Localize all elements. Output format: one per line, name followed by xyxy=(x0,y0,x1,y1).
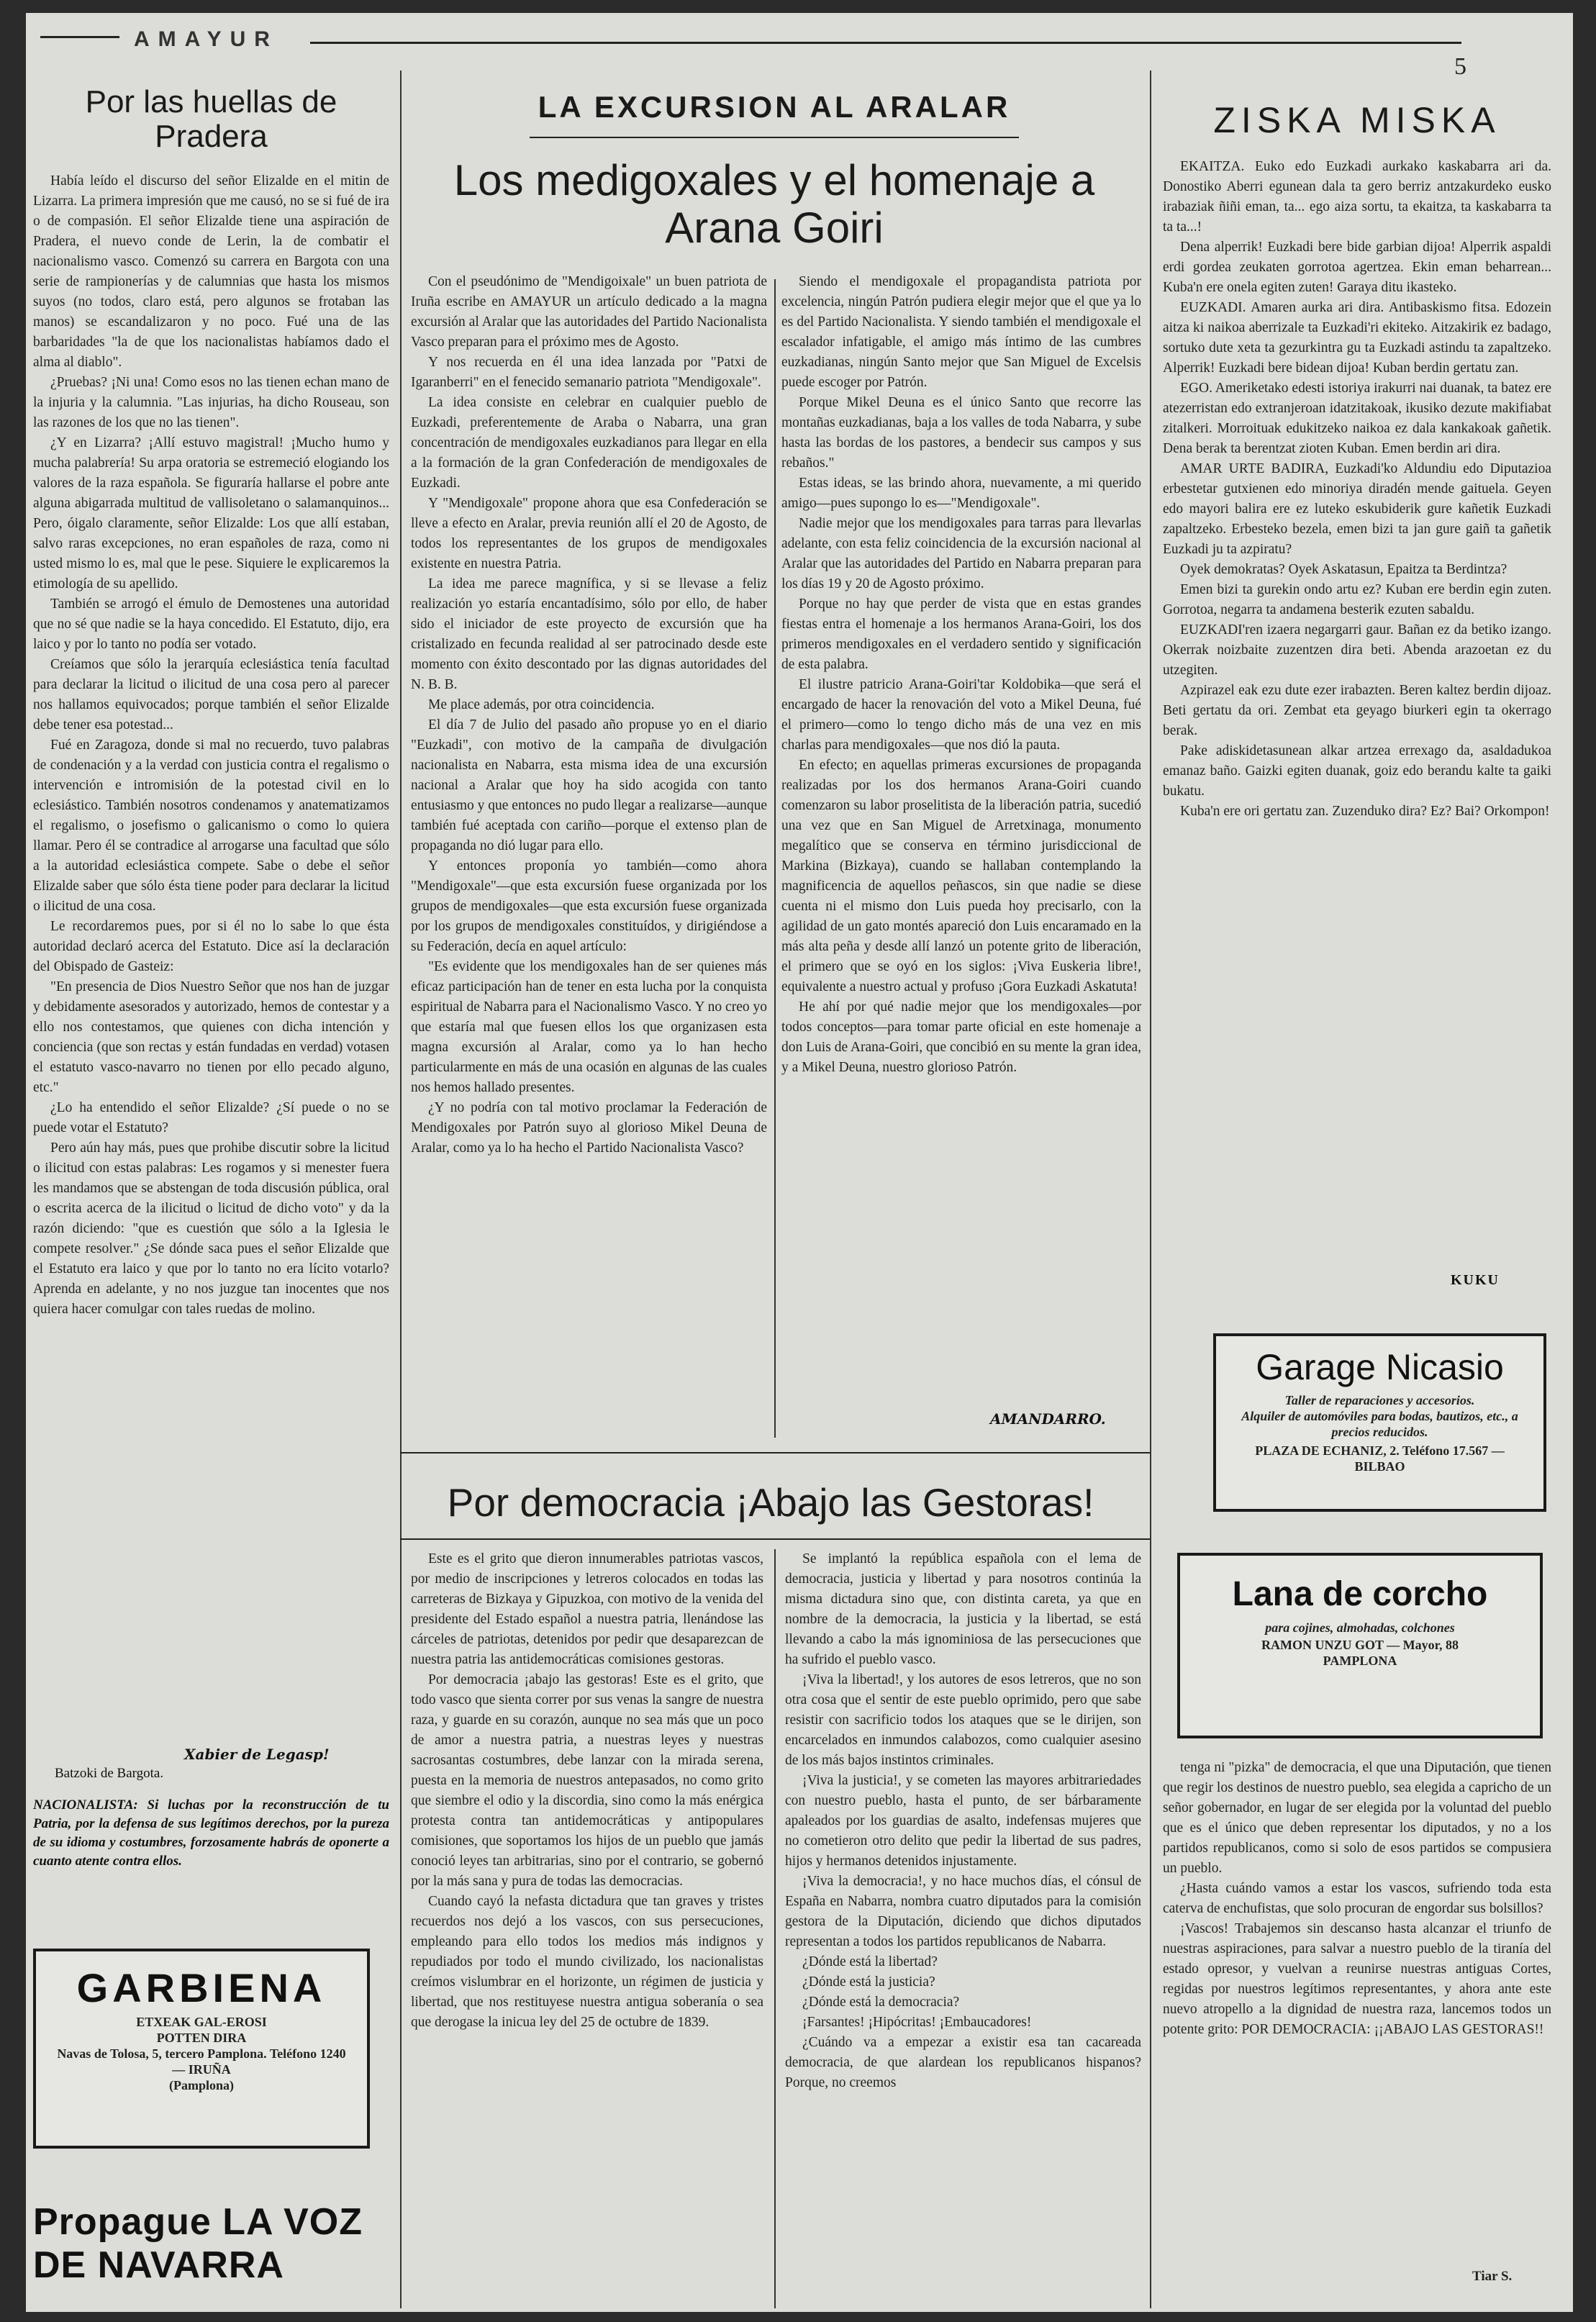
paragraph: Kuba'n ere ori gertatu zan. Zuzenduko dira? Ez? Bai? Orkompon! xyxy=(1180,804,1550,819)
paragraph: Y entonces proponía yo también—como ahora "Mendigoxale"—que esta excursión fuese organizada por los grupos de mendigoxales—que esta excursión fuese organizada por los grupos de mendigoxales constituídos, y dirigiéndose a su Federación, decía en aquel artículo: xyxy=(411,858,767,954)
gestoras-col1 xyxy=(411,1549,763,2308)
paragraph: Había leído el discurso del señor Elizalde en el mitin de Lizarra. La primera impresión que me causó, no se si fué de ira o de compasión. El señor Elizalde tiene una aspiración de Pradera, el nuevo conde de Lerin, la de combatir el nacionalismo vasco. Comenzó su carrera en Bargota con una serie de rampionerías y de calumnias que hasta los mismos suyos (no todos, claro está, pero algunos se frotaban las manos) se escandalizaron y no poco. Fué una de las barbaridades "la de que los nacionalistas habíamos dado el alma al diablo". xyxy=(33,173,389,370)
garbiena-ad xyxy=(33,1949,370,2149)
paragraph: La idea consiste en celebrar en cualquier pueblo de Euzkadi, preferentemente de Araba o Nabarra, una gran concentración de mendigoxales euzkadianos para llegar en ella a la formación de la gran Confederación de mendigoxales de Euzkadi. xyxy=(411,395,767,491)
paragraph: AMAR URTE BADIRA, Euzkadi'ko Aldundiu edo Diputazioa erbestetar gutxienen edo minoriya diradén mende gaituela. Geyen edo mayori balira ere ez luteko eskubiderik gure kañetik Euzkadi zapaltzeko. Erbesteko bezela, emen bizi ta jan gure gaiñ ta gañetik Euzkadi ju ta azpiratu? xyxy=(1163,461,1551,557)
paragraph: También se arrogó el émulo de Demostenes una autoridad que no sé que nadie se la haya concedido. El Estatuto, dijo, era laico y por lo tanto no podía ser votado. xyxy=(33,597,389,652)
lana-de-corcho-ad xyxy=(1177,1553,1543,1738)
paragraph: Me place además, por otra coincidencia. xyxy=(428,697,655,712)
gestoras-headline: Por democracia ¡Abajo las Gestoras! xyxy=(447,1480,1094,1525)
paragraph: ¿Y en Lizarra? ¡Allí estuvo magistral! ¡Mucho humo y mucha palabrería! Su arpa oratoria se estremeció elogiando los valores de la raza española. Se figuraría hallarse el pobre ante alguna abigarrada multitud de vallisoletano o salamanquinos... Pero, óigalo claramente, señor Elizalde: Los que allí estaban, salvo raras excepciones, no eran españoles de raza, como ni usted mismo lo es, mal que le pese. Siquiere le explicaremos la etimología de su apellido. xyxy=(33,435,389,591)
propague-banner: Propague LA VOZ DE NAVARRA xyxy=(33,2201,363,2286)
gestoras-col3 xyxy=(1163,1758,1551,2254)
paragraph: El ilustre patricio Arana-Goiri'tar Koldobika—que será el encargado de hacer la renovación del voto a Mikel Deuna, fué el primero—como lo tengo dicho más de una vez en mis charlas para mendigoxales—que nos dió la pauta. xyxy=(781,677,1141,753)
excursion-body-left xyxy=(411,272,767,1438)
masthead-rule-left xyxy=(40,36,119,38)
column-rule-center xyxy=(774,279,776,1438)
paragraph: Con el pseudónimo de "Mendigoixale" un buen patriota de Iruña escribe en AMAYUR un artículo dedicado a la magna excursión al Aralar que las autoridades del Partido Nacionalista Vasco preparan para el próximo mes de Agosto. xyxy=(411,274,767,350)
lana-line2: RAMON UNZU GOT — Mayor, 88 xyxy=(1261,1638,1459,1652)
paragraph: ¿Pruebas? ¡Ni una! Como esos no las tienen echan mano de la injuria y la calumnia. "Las injurias, ha dicho Rouseau, son las razones de los que no las tienen". xyxy=(33,375,389,430)
paragraph: EKAITZA. Euko edo Euzkadi aurkako kaskabarra ari da. Donostiko Aberri egunean dala ta gero berriz antzakurdeko eusko irabaziak ñiñi eman, ta... ego aiza sortu, ta ekaitza, ta kaskabarra ta ta ta...! xyxy=(1163,159,1551,235)
paragraph: ¡Vascos! Trabajemos sin descanso hasta alcanzar el triunfo de nuestras aspiraciones, para salvar a nuestro pueblo de la tiranía del estado opresor, y vuelvan a reunirse nuestras antiguas Cortes, regidas por nuestros legítimos representantes, y ahora ante este nuevo atropello a la dignidad de nuestra raza, lancemos todos un potente grito: POR DEMOCRACIA: ¡¡ABAJO LAS GESTORAS!! xyxy=(1163,1921,1551,2037)
gestoras-column-rule xyxy=(774,1549,776,2308)
paragraph: He ahí por qué nadie mejor que los mendigoxales—por todos conceptos—para tomar parte oficial en este homenaje a don Luis de Arana-Goiri, que concibió en su mente la gran idea, y a Mikel Deuna, nuestro glorioso Patrón. xyxy=(781,999,1141,1075)
paragraph: Cuando cayó la nefasta dictadura que tan graves y tristes recuerdos nos dejó a los vascos, con sus persecuciones, empleando para ello todos los medios más indignos y repudiados por todo el mundo civilizado, los nacionalistas creímos vislumbrar en el horizonte, un régimen de justicia y libertad, que nos restituyese nuestra antigua soberanía o sea que derogase la inicua ley del 25 de octubre de 1839. xyxy=(411,1894,763,2030)
paragraph: Creíamos que sólo la jerarquía eclesiástica tenía facultad para declarar la licitud o ilicitud de una cosa pero al parecer nos hallamos equivocados; porque también el señor Elizalde debe tener esa potestad... xyxy=(33,657,389,733)
paragraph: ¿Y no podría con tal motivo proclamar la Federación de Mendigoxales por Patrón suyo al glorioso Mikel Deuna de Aralar, como ya lo ha hecho el Partido Nacionalista Vasco? xyxy=(411,1100,767,1156)
paragraph: Estas ideas, se las brindo ahora, nuevamente, a mi querido amigo—pues supongo lo es—"Mendigoxale". xyxy=(781,476,1141,511)
newspaper-page xyxy=(26,13,1573,2312)
paragraph: EUZKADI'ren izaera negargarri gaur. Bañan ez da betiko izango. Okerrak noizbaite zuzentzen dira beti. Abenda arazoetan ez du utzegiten. xyxy=(1163,622,1551,678)
ziska-miska-signature: KUKU xyxy=(1451,1272,1500,1288)
paragraph: ¿Dónde está la justicia? xyxy=(802,1974,935,1990)
paragraph: Emen bizi ta gurekin ondo artu ez? Kuban ere berdin egin zuten. Gorrotoa, negarra ta andamena besterik ezuten sabaldu. xyxy=(1163,582,1551,617)
paragraph: Porque Mikel Deuna es el único Santo que recorre las montañas euzkadianas, baja a los valles de toda Nabarra, y sube hasta las bordas de los pastores, a bendecir sus campos y sus rebaños." xyxy=(781,395,1141,471)
paragraph: Porque no hay que perder de vista que en estas grandes fiestas entra el homenaje a los hermanos Arana-Goiri, los dos primeros mendigoxales en el verdadero sentido y significación de esta palabra. xyxy=(781,597,1141,672)
paragraph: Y "Mendigoxale" propone ahora que esa Confederación se lleve a efecto en Aralar, previa reunión allí el 20 de Agosto, de todos los representantes de los grupos de mendigoxales existente en nuestra Patria. xyxy=(411,496,767,571)
paragraph: ¡Viva la justicia!, y se cometen las mayores arbitrariedades con nuestro pueblo, hasta el punto, de ser bárbaramente apaleados por los guardias de asalto, indefensas mujeres que no cometieron otro delito que pedir la libertad de sus padres, hijos y hermanos detenidos injustamente. xyxy=(785,1773,1141,1869)
paragraph: El día 7 de Julio del pasado año propuse yo en el diario "Euzkadi", con motivo de la campaña de divulgación nacionalista en Nabarra, esta misma idea de una excursión nacional a Aralar que hoy ha sido acogida con tanto entusiasmo y que entonces no pudo llegar a realizarse—aunque también fué aceptada con cariño—porque el extenso plan de propaganda no dió lugar para ello. xyxy=(411,717,767,853)
kicker-rule xyxy=(530,137,1019,138)
ziska-miska-body xyxy=(1163,157,1551,1265)
gestoras-signature: Tiar S. xyxy=(1472,2269,1513,2284)
paragraph: ¡Farsantes! ¡Hipócritas! ¡Embaucadores! xyxy=(802,2015,1032,2030)
paragraph: ¿Lo ha entendido el señor Elizalde? ¿Sí puede o no se puede votar el Estatuto? xyxy=(33,1100,389,1135)
paragraph: "En presencia de Dios Nuestro Señor que nos han de juzgar y debidamente asesorados y autorizado, hemos de contestar y a ello nos contestamos, que quienes con dicha intención y conciencia (que son rectas y están fundadas en verdad) votasen el estatuto vasco-navarro no tienen por ello pecado alguno, etc." xyxy=(33,979,389,1095)
garbiena-line3: Navas de Tolosa, 5, tercero Pamplona. Teléfono 1240 — IRUÑA xyxy=(57,2046,346,2077)
masthead-rule xyxy=(310,42,1461,44)
paragraph: Le recordaremos pues, por si él no lo sabe lo que ésta autoridad declaró acerca del Estatuto. Dice así la declaración del Obispado de Gasteiz: xyxy=(33,919,389,974)
garage-line2: Alquiler de automóviles para bodas, bautizos, etc., a precios reducidos. xyxy=(1241,1409,1518,1439)
masthead-title: AMAYUR xyxy=(134,27,278,51)
paragraph: EGO. Ameriketako edesti istoriya irakurri nai duanak, ta batez ere atezerristan edo extranjeroan idatzitakoak, ikusiko dezute makifiabat zitalkeri. Morroituak edukitzeko naikoa ez dala kankakoak gañetik. Dena berak ta berentzat zioten Kuban. Emen berdin ari dira. xyxy=(1163,381,1551,456)
paragraph: Y nos recuerda en él una idea lanzada por "Patxi de Igaranberri" en el fenecido semanario patriota "Mendigoxale". xyxy=(411,355,767,390)
paragraph: Dena alperrik! Euzkadi bere bide garbian dijoa! Alperrik aspaldi erdi gordea zeukaten gorrotoa agertzea. Ekin eman beharrean... Kuba'n ere onela egiten zuten! Garaya ditu ikasteko. xyxy=(1163,240,1551,295)
paragraph: Nadie mejor que los mendigoxales para tarras para llevarlas adelante, con esta feliz coincidencia de la excursión nacional al Aralar que las autoridades del Partido en Nabarra preparan para los días 19 y 20 de Agosto próximo. xyxy=(781,516,1141,591)
paragraph: ¿Dónde está la libertad? xyxy=(802,1954,938,1969)
paragraph: ¡Viva la democracia!, y no hace muchos días, el cónsul de España en Nabarra, nombra cuatro diputados para la comisión gestora de la Diputación, diciendo que dichos diputados representan a todos los partidos republicanos de Nabarra. xyxy=(785,1874,1141,1949)
gestoras-col2 xyxy=(785,1549,1141,2308)
paragraph: En efecto; en aquellas primeras excursiones de propaganda realizadas por los dos hermanos Arana-Goiri cuando comenzaron su labor proselitista de la liberación patria, sucedió una vez que en San Miguel de Arretxinaga, monumento megalítico que se conserva en término jurisdiccional de Markina (Bizkaya), cuando se hallaban contemplando la magnificencia de aquellos peñascos, sin que nadie se diese cuenta ni el mismo don Luis pueda hoy precisarlo, con la agilidad de un gato montés apareció don Luis encaramado en la más alta peña y desde allí lanzó un potente grito de liberación, el primero que se oyó en los siglos: ¡Viva Euskeria libre!, equivalente a nuestro actual y profuso ¡Gora Euzkadi Askatuta! xyxy=(781,758,1141,994)
paragraph: ¿Dónde está la democracia? xyxy=(802,1995,960,2010)
paragraph: tenga ni "pizka" de democracia, el que una Diputación, que tienen que regir los destinos de nuestro pueblo, sea elegida a capricho de un señor gobernador, en lugar de ser elegida por la voluntad del pueblo que es el único que deben representar los diputados, y no a los partidos republicanos, como si solo de esos partidos se compusiera un pueblo. xyxy=(1163,1760,1551,1876)
excursion-headline: Los medigoxales y el homenaje a Arana Goiri xyxy=(453,156,1095,252)
left-article-title: Por las huellas de Pradera xyxy=(85,84,337,155)
paragraph: Oyek demokratas? Oyek Askatasun, Epaitza ta Berdintza? xyxy=(1180,562,1507,577)
gestoras-rule xyxy=(400,1538,1150,1540)
paragraph: Pake adiskidetasunean alkar artzea errexago da, asaldadukoa emanaz baño. Gaizki egiten duanak, goiz edo berandu kalte ta gaiki bukatu. xyxy=(1163,743,1551,799)
excursion-kicker: LA EXCURSION AL ARALAR xyxy=(538,90,1011,124)
paragraph: Siendo el mendigoxale el propagandista patriota por excelencia, ningún Patrón pudiera elegir mejor que el que ya lo es del Partido Nacionalista. Y siendo también el mendigoxale el escalador infatigable, el amigo más íntimo de las cumbres euzkadianas, ningún Santo mejor que San Miguel de Excelsis puede escoger por Patrón. xyxy=(781,274,1141,390)
page-number: 5 xyxy=(1454,53,1466,80)
garage-name: Garage Nicasio xyxy=(1256,1347,1504,1387)
paragraph: ¡Viva la libertad!, y los autores de esos letreros, que no son otra cosa que el sentir de este pueblo oprimido, pero que sabe resistir con sacrificio todos los ataques que se le dirijen, son encarcelados en inmundos calabozos, como cualquier asesino de los más bajos instintos criminales. xyxy=(785,1672,1141,1768)
column-rule-1 xyxy=(400,71,402,2308)
paragraph: Por democracia ¡abajo las gestoras! Este es el grito, que todo vasco que sienta correr por sus venas la sangre de nuestra raza, y guarde en su corazón, aunque no sea más que un poco de amor a nuestra patria, a nuestras leyes y nuestras sacrosantas costumbres, debe lanzar con la mirada serena, puesta en la memoria de nuestros antepasados, no como grito que siembre el odio y la discordia, sino como la más enérgica protesta contra tan antidemocráticas y antipopulares comisiones, que soportamos los hijos de un pueblo que jamás conoció leyes tan arbitrarias, sino por el contrario, se gobernó por la más sana y pura de todas las democracias. xyxy=(411,1672,763,1889)
lana-name: Lana de corcho xyxy=(1232,1575,1488,1613)
paragraph: EUZKADI. Amaren aurka ari dira. Antibaskismo fitsa. Edozein aitza ki naikoa aberrizale ta Euzkadi'ri ekiteko. Aitzakirik ez badago, sortuko dute xeta ta gezurkintra gu ta Euzkadi astindu ta zapaltzeko. Alperrik! Euzkadi bere bidean dijoa! Kuban berdin gertatu zan. xyxy=(1163,300,1551,376)
column-rule-2 xyxy=(1150,71,1151,2308)
garage-line1: Taller de reparaciones y accesorios. xyxy=(1284,1393,1475,1407)
garbiena-name: GARBIENA xyxy=(76,1965,327,2010)
garage-nicasio-ad xyxy=(1213,1333,1546,1512)
garbiena-line1: ETXEAK GAL-EROSI xyxy=(136,2015,267,2029)
paragraph: Pero aún hay más, pues que prohibe discutir sobre la licitud o ilicitud con estas palabras: Les rogamos y si menester fuera les mandamos que se abstengan de toda discusión pública, oral o escrita acerca de la ilicitud o licitud de dicho voto" y da la razón diciendo: "que es cuestión que sólo a la Iglesia le compete resolver." ¿Se dónde saca pues el señor Elizalde que el Estatuto era laico y que por lo tanto no era lícito votarlo? Aprenda en adelante, y no nos juzgue tan inocentes que nos quiera hacer comulgar con tales ruedas de molino. xyxy=(33,1140,389,1317)
section-rule xyxy=(400,1452,1150,1453)
lana-line3: PAMPLONA xyxy=(1323,1654,1397,1668)
paragraph: Azpirazel eak ezu dute ezer irabazten. Beren kaltez berdin dijoaz. Beti gertatu da ori. Zembat eta geyago biurkeri egin ta okerrago berak. xyxy=(1163,683,1551,738)
left-article-signature: Xabier de Legasp! xyxy=(184,1746,330,1763)
paragraph: ¿Hasta cuándo vamos a estar los vascos, sufriendo toda esta caterva de enchufistas, que solo procuran de engordar sus bolsillos? xyxy=(1163,1881,1551,1916)
excursion-signature: AMANDARRO. xyxy=(990,1410,1106,1428)
excursion-body-right xyxy=(781,272,1141,1402)
paragraph: "Es evidente que los mendigoxales han de ser quienes más eficaz participación han de tener en esta lucha por la conquista espiritual de Nabarra para el Nacionalismo Vasco. Y no creo yo que estaría mal que fuesen ellos los que organizasen esta magna excursión al Aralar, como ya lo han hecho particularmente en más de una ocasión en algunas de las cuales nos hemos hallado presentes. xyxy=(411,959,767,1095)
left-article-location: Batzoki de Bargota. xyxy=(55,1766,164,1781)
garbiena-line4: (Pamplona) xyxy=(169,2078,234,2092)
left-note: NACIONALISTA: Si luchas por la reconstrucción de tu Patria, por la defensa de sus legítimos derechos, por la pureza de su idioma y costumbres, forzosamente habrás de oponerte a cuanto atente contra ellos. xyxy=(33,1797,389,1869)
ziska-miska-title: ZISKA MISKA xyxy=(1213,100,1501,140)
garage-line3: PLAZA DE ECHANIZ, 2. Teléfono 17.567 — BILBAO xyxy=(1255,1443,1505,1474)
paragraph: Este es el grito que dieron innumerables patriotas vascos, por medio de inscripciones y letreros colocados en todas las carreteras de Bizkaya y Gipuzkoa, con motivo de la venida del presidente del Estado español a nuestra patria, llenándose las cárceles de patriotas, detenidos por pedir que desaparezcan de nuestra patria las antidemocráticas comisiones gestoras. xyxy=(411,1551,763,1667)
paragraph: Fué en Zaragoza, donde si mal no recuerdo, tuvo palabras de condenación y a la verdad con justicia contra el regalismo o intervención e intromisión de la potestad civil en lo eclesiástico. También nosotros condenamos y anatematizamos el regalismo, o josefismo o galicanismo o como lo quiera llamar. Pero él se contradice al arrogarse una facultad que sólo a la autoridad eclesiástica compete. Sabe o debe el señor Elizalde saber que sólo ésta tiene poder para declarar la licitud o ilicitud de una cosa. xyxy=(33,738,389,914)
paragraph: Se implantó la república española con el lema de democracia, justicia y libertad y para nosotros continúa la misma dictadura sino que, con distinta careta, ya que en nombre de la democracia, la justicia y la libertad, se está llevando a cabo la más ignominiosa de las persecuciones que ha sufrido el pueblo vasco. xyxy=(785,1551,1141,1667)
left-article-body xyxy=(33,171,389,1733)
lana-line1: para cojines, almohadas, colchones xyxy=(1265,1620,1455,1635)
paragraph: ¿Cuándo va a empezar a existir esa tan cacareada democracia, de que alardean los republicanos hispanos? Porque, no creemos xyxy=(785,2035,1141,2090)
garbiena-line2: POTTEN DIRA xyxy=(156,2031,247,2045)
paragraph: La idea me parece magnífica, y si se llevase a feliz realización yo estaría encantadísimo, sólo por ello, de haber sido el iniciador de este proyecto de excursión que ha cristalizado en fecunda realidad al ser patrocinado desde este momento con éxito descontado por las dignas autoridades del N. B. B. xyxy=(411,576,767,692)
